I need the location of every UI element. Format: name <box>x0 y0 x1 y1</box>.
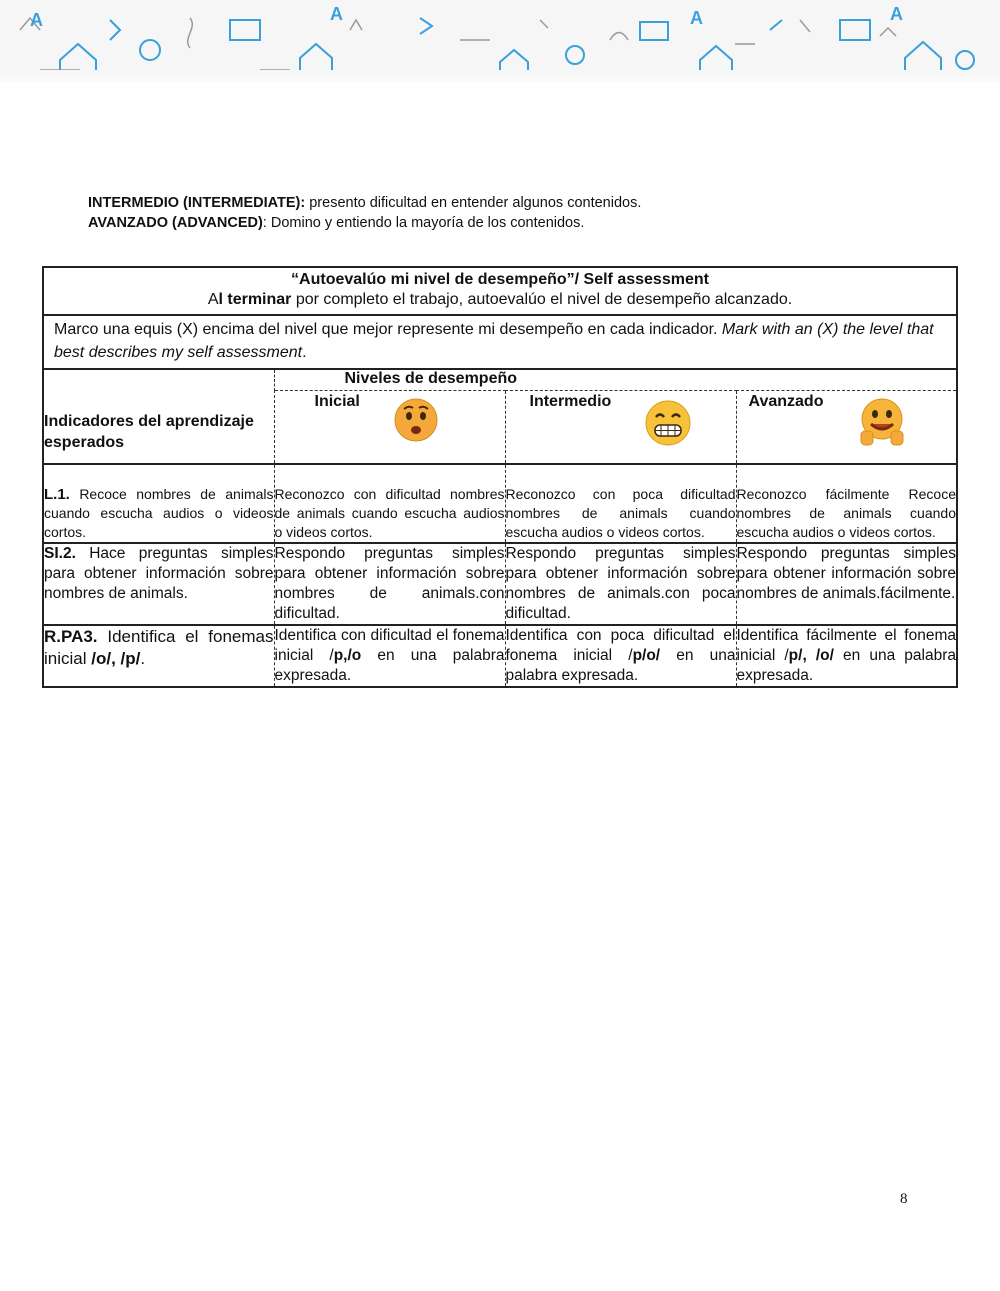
level-intermedio-label: Intermedio <box>529 393 612 410</box>
row2-indicator-text: Hace preguntas simples para obtener información sobre nombres de animals. <box>44 545 274 602</box>
row2-avanzado: Respondo preguntas simples para obtener información sobre nombres de animals.fácilmente. <box>736 543 957 625</box>
intermediate-text: presento dificultad en entender algunos contenidos. <box>305 195 642 211</box>
row3-code: R.PA3. <box>44 627 98 646</box>
row3-indicator-a: Identifica el fonemas inicial <box>44 627 274 668</box>
row1-avanzado: Reconozco fácilmente Recoce nombres de animals cuando escucha audios o videos cortos. <box>736 464 957 543</box>
row1-intermedio: Reconozco con poca dificultad nombres de animals cuando escucha audios o videos cortos. <box>505 464 736 543</box>
svg-text:A: A <box>330 4 343 24</box>
row1-indicator <box>43 464 274 543</box>
levels-intro <box>88 193 641 233</box>
instruction-cell <box>43 315 957 369</box>
row3-indicator <box>43 625 274 687</box>
row3-avanzado-b: p/, /o/ <box>788 647 834 664</box>
self-assessment-table <box>42 266 958 688</box>
row1-code: L.1. <box>44 486 70 503</box>
subtitle-bold: l terminar <box>218 291 292 308</box>
row3-indicator-b: /o/, /p/ <box>91 649 141 668</box>
row3-intermedio <box>505 625 736 687</box>
intermediate-line <box>88 193 641 213</box>
instruction-es: Marco una equis (X) encima del nivel que mejor represente mi desempeño en cada indicador. <box>54 321 722 338</box>
level-inicial-label: Inicial <box>314 393 360 410</box>
row2-indicator <box>43 543 274 625</box>
row3-avanzado-a: Identifica fácilmente el fonema inicial / <box>736 627 956 664</box>
row1-inicial: Reconozco con dificultad nombres de animals cuando escucha audios o videos cortos. <box>274 464 505 543</box>
row3-inicial <box>274 625 505 687</box>
instruction-en: Mark with an (X) the level that best describes my self assessment <box>54 321 934 361</box>
page-number: 8 <box>900 1191 908 1207</box>
row3-intermedio-a: Identifica con poca dificultad el fonema inicial / <box>505 627 736 664</box>
row1-indicator-text: Recoce nombres de animals cuando escucha audios o videos cortos. <box>44 486 274 540</box>
banner-fade <box>0 70 1000 82</box>
table-title: “Autoevalúo mi nivel de desempeño”/ Self assessment <box>291 271 709 288</box>
advanced-text: : Domino y entiendo la mayoría de los contenidos. <box>262 215 585 231</box>
subtitle-a: A <box>207 291 219 308</box>
grimacing-face-icon <box>644 399 692 447</box>
row3-inicial-a: Identifica con dificultad el fonema inicial / <box>274 627 505 664</box>
level-avanzado-label: Avanzado <box>748 393 824 410</box>
svg-text:A: A <box>30 10 43 30</box>
thumbs-up-face-icon <box>857 397 907 451</box>
row3-avanzado <box>736 625 957 687</box>
row2-intermedio: Respondo preguntas simples para obtener información sobre nombres de animals.con poca dificultad. <box>505 543 736 625</box>
row2-inicial: Respondo preguntas simples para obtener información sobre nombres de animals.con dificultad. <box>274 543 505 625</box>
row3-indicator-c: . <box>140 649 146 668</box>
row3-intermedio-b: p/o/ <box>632 647 661 664</box>
header-banner <box>0 0 1000 82</box>
indicators-header: Indicadores del aprendizaje esperados <box>43 369 274 464</box>
row3-inicial-c: en una palabra expresada. <box>274 647 505 684</box>
advanced-label: AVANZADO (ADVANCED) <box>88 215 263 231</box>
worried-face-icon <box>393 397 439 443</box>
svg-text:A: A <box>890 4 903 24</box>
level-head-avanzado <box>736 391 957 465</box>
level-head-intermedio <box>505 391 736 465</box>
advanced-line <box>88 213 641 233</box>
level-head-inicial <box>274 391 505 465</box>
svg-text:A: A <box>690 8 703 28</box>
row3-inicial-b: p,/o <box>333 647 362 664</box>
table-title-cell <box>43 267 957 315</box>
intermediate-label: INTERMEDIO (INTERMEDIATE): <box>88 195 306 211</box>
row3-avanzado-c: en una palabra expresada. <box>736 647 956 684</box>
subtitle-rest: por completo el trabajo, autoevalúo el nivel de desempeño alcanzado. <box>291 291 793 308</box>
table-subtitle <box>44 290 956 310</box>
row2-code: SI.2. <box>44 545 76 562</box>
instruction-end: . <box>302 344 307 361</box>
row3-intermedio-c: en una palabra expresada. <box>505 647 736 684</box>
niveles-title: Niveles de desempeño <box>274 369 957 391</box>
